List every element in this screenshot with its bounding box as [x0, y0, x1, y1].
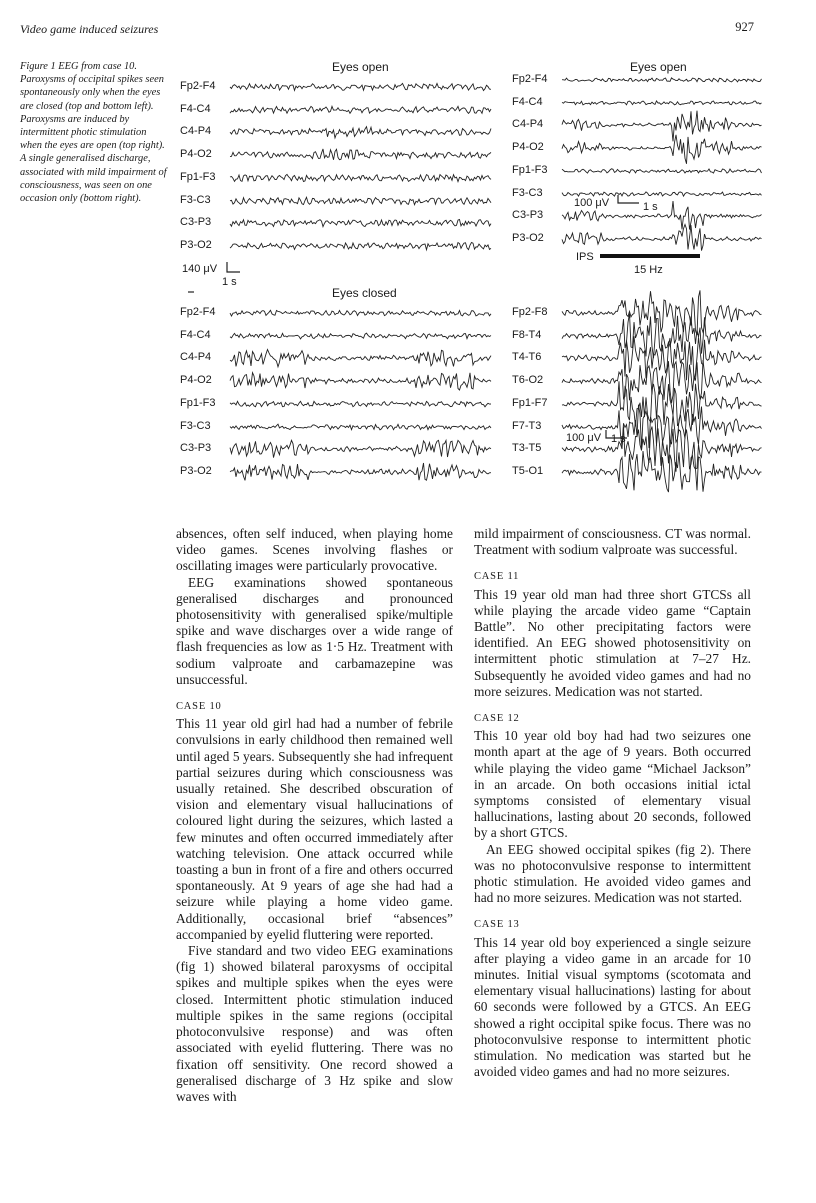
channel-label: Fp1-F7: [512, 396, 548, 409]
channel-label: F4-C4: [180, 102, 211, 115]
channel-label: C4-P4: [180, 351, 212, 364]
channel-label: T6-O2: [512, 374, 544, 387]
case-heading: CASE 11: [474, 571, 520, 583]
paragraph: This 19 year old man had three short GTCSs all while playing the arcade video game “Captain Battle”. No other precipitating factors were identified. An EEG showed photosensitivity on intermittent photic stimulation at 7–27 Hz. Subsequently he avoided video games and had no more seizures. Medication was not started.: [474, 586, 751, 699]
channel-label: Fp2-F4: [180, 80, 216, 92]
scale-a-tick: [188, 291, 196, 295]
paragraph: This 11 year old girl had had a number of febrile convulsions in early childhood then remained well until aged 5 years. Subsequently she had infrequent partial seizures during which consciousness was usually retained. She described obscuration of vision and elementary visual hallucinations of coloured light during the seizures, which lasted a few minutes and often occurred immediately after watching television. One attack occurred while toasting a bun in front of a fire and others occurred spontaneously. At 9 years of age she had had a seizure while playing a home video game. Additionally, occasional brief “absences” accompanied by eyelid fluttering were reported.: [176, 716, 453, 942]
case-heading: CASE 13: [474, 919, 520, 931]
channel-label: Fp2-F8: [512, 306, 548, 318]
ips-label: IPS: [576, 251, 594, 263]
panel-title: Eyes open: [332, 60, 389, 74]
scale-b-amplitude: 100 μV: [574, 197, 610, 209]
panel-title: Eyes open: [630, 60, 687, 74]
paragraph: Five standard and two video EEG examinations (fig 1) showed bilateral paroxysms of occipital spikes and multiple spikes when the eyes were closed. Intermittent photic stimulation induced multiple spikes in the same regions (occipital photoconvulsive response) and was often associated with eyelid fluttering. There was no fixation off sensitivity. One record showed a generalised discharge of 3 Hz spike and slow waves with: [176, 943, 453, 1104]
channel-label: F3-C3: [512, 186, 543, 199]
page-number: 927: [735, 20, 754, 34]
eeg-panel-generalised-discharge: [512, 286, 772, 496]
channel-label: F7-T3: [512, 419, 542, 432]
channel-label: T4-T6: [512, 351, 542, 364]
paragraph: EEG examinations showed spontaneous generalised discharges and pronounced photosensitivity with generalised spike/multiple spike and wave discharges over a wide range of flash frequencies as low as 1·5 Hz. Treatment with sodium valproate and carbamazepine was unsuccessful.: [176, 574, 453, 687]
channel-label: C4-P4: [512, 118, 544, 131]
channel-label: C3-P3: [180, 216, 212, 229]
eeg-panel-eyes-closed: [180, 286, 500, 486]
text-column-right: [474, 526, 751, 1081]
case-heading: CASE 10: [176, 701, 222, 713]
eeg-trace: [562, 452, 762, 492]
text-column-left: [176, 526, 453, 1105]
panel-title: Eyes closed: [332, 286, 397, 300]
scale-b-bar: [617, 195, 641, 207]
channel-label: T5-O1: [512, 464, 544, 477]
paragraph: mild impairment of consciousness. CT was normal. Treatment with sodium valproate was successful.: [474, 526, 751, 558]
channel-label: Fp1-F3: [512, 163, 548, 176]
channel-label: P3-O2: [180, 238, 212, 251]
eeg-trace: [230, 226, 492, 266]
paragraph: This 10 year old boy had had two seizures one month apart at the age of 9 years. Both occurred while playing the video game “Michael Jackson” in an arcade. On both occasions initial ictal symptoms consisted of elementary visual hallucinations, lasting about 20 seconds, followed by a short GTCS.: [474, 728, 751, 841]
scale-b-time: 1 s: [643, 201, 658, 213]
channel-label: P3-O2: [180, 464, 212, 477]
paragraph: An EEG showed occipital spikes (fig 2). There was no photoconvulsive response to intermittent photic stimulation. He avoided video games and had no more seizures. Medication was not started.: [474, 841, 751, 906]
scale-c-amplitude: 100 μV: [566, 432, 602, 444]
channel-label: Fp2-F4: [512, 73, 548, 85]
channel-label: Fp1-F3: [180, 396, 216, 409]
channel-label: Fp2-F4: [180, 306, 216, 318]
paragraph: This 14 year old boy experienced a single seizure after playing a video game in an arcade for 10 minutes. Initial visual symptoms (scotomata and elementary visual hallucinations) lasting for about 60 seconds were followed by a GTCS. An EEG showed a right occipital spike focus. There was no photoconvulsive response to intermittent photic stimulation. No medication was started but he avoided video games and had no more seizures.: [474, 934, 751, 1080]
channel-label: P4-O2: [180, 374, 212, 387]
running-head: Video game induced seizures: [20, 22, 159, 36]
channel-label: C3-P3: [180, 442, 212, 455]
eeg-panel-eyes-open-left: [180, 60, 500, 260]
channel-label: P4-O2: [512, 141, 544, 154]
channel-label: F4-C4: [512, 95, 543, 108]
channel-label: F8-T4: [512, 328, 542, 341]
channel-label: C3-P3: [512, 209, 544, 222]
paragraph: absences, often self induced, when playing home video games. Scenes involving flashes or oscillating images were particularly provocative.: [176, 526, 453, 574]
channel-label: P3-O2: [512, 231, 544, 244]
scale-a-time: 1 s: [222, 276, 237, 288]
figure-caption: Figure 1 EEG from case 10. Paroxysms of occipital spikes seen spontaneously only when the eyes are closed (top and bottom left). Paroxysms are induced by intermittent photic stimulation when the eyes are open (top right). A single generalised discharge, associated with mild impairment of consciousness, was seen on one occasion only (bottom right).: [20, 61, 167, 205]
ips-bar: [600, 254, 720, 260]
channel-label: F3-C3: [180, 193, 211, 206]
eeg-trace: [230, 452, 492, 492]
scale-a-amplitude: 140 μV: [182, 263, 218, 275]
channel-label: T3-T5: [512, 442, 542, 455]
channel-label: F4-C4: [180, 328, 211, 341]
channel-label: C4-P4: [180, 125, 212, 138]
scale-c-time: 1 s: [611, 433, 626, 445]
ips-frequency: 15 Hz: [634, 264, 663, 276]
scale-a-bar: [226, 262, 244, 274]
channel-label: Fp1-F3: [180, 170, 216, 183]
case-heading: CASE 12: [474, 713, 520, 725]
channel-label: P4-O2: [180, 148, 212, 161]
channel-label: F3-C3: [180, 419, 211, 432]
